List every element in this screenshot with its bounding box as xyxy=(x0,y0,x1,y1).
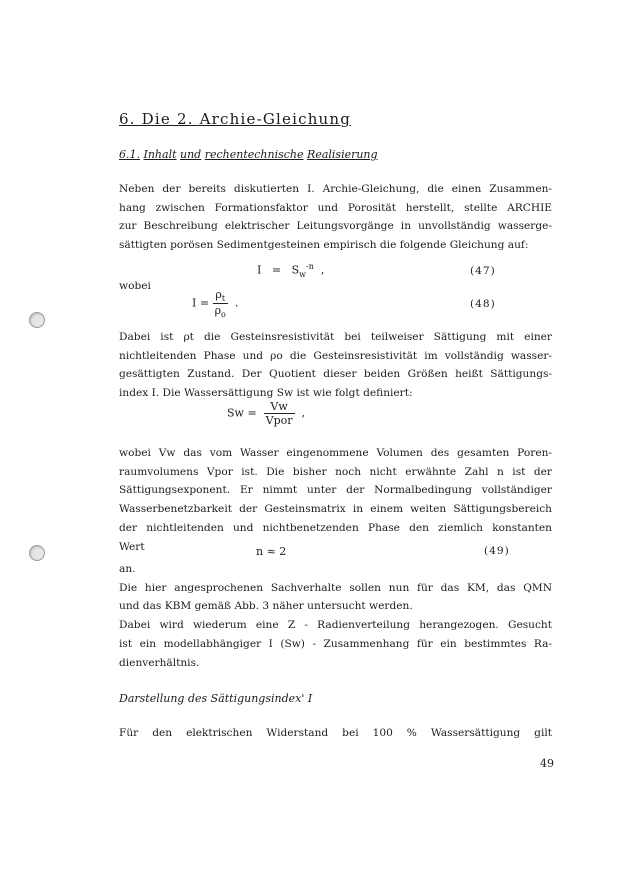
eq-superscript: -n xyxy=(305,262,314,271)
equation-sw xyxy=(227,400,305,427)
equation-49: n ≈ 2 xyxy=(256,545,287,558)
page-number: 49 xyxy=(540,757,554,770)
fraction-numerator: Vw xyxy=(264,400,295,414)
eq-punct: , xyxy=(301,406,306,420)
paragraph-2 xyxy=(119,328,552,403)
text-line: Für den elektrischen Widerstand bei 100 % Wassersättigung gilt xyxy=(119,727,552,739)
text-line: raumvolumens Vpor ist. Die bisher noch nicht erwähnte Zahl n ist der xyxy=(119,465,552,478)
text-line: Neben der bereits diskutierten I. Archie-Gleichung, die einen Zusammen- xyxy=(119,183,552,195)
wobei-text: wobei xyxy=(119,280,151,292)
eq-punct: , xyxy=(320,263,325,277)
section-number: 6.1. xyxy=(119,148,140,161)
fraction xyxy=(213,288,228,319)
eq-symbol: Sw = xyxy=(227,406,257,420)
text-line: der nichtleitenden und nichtbenetzenden Phase den ziemlich konstanten xyxy=(119,521,552,534)
eq-symbol: I = xyxy=(192,296,210,310)
paragraph-5 xyxy=(119,724,552,743)
subheading: Darstellung des Sättigungsindex' I xyxy=(119,692,313,705)
text-line: Die hier angesprochenen Sachverhalte sollen nun für das KM, das QMN xyxy=(119,581,552,594)
section-word: rechentechnische xyxy=(204,148,304,161)
eq-subscript: w xyxy=(299,269,306,279)
text-line: dienverhältnis. xyxy=(119,656,200,669)
chapter-heading: 6. Die 2. Archie-Gleichung xyxy=(119,110,352,128)
eq-symbol: S xyxy=(291,263,300,277)
text-line: Wert xyxy=(119,540,145,553)
text-line: index I. Die Wassersättigung Sw ist wie folgt definiert: xyxy=(119,387,413,400)
text-line: ist ein modellabhängiger I (Sw) - Zusammenhang für ein bestimmtes Ra- xyxy=(119,637,552,650)
fraction-denominator: Vpor xyxy=(265,414,293,427)
punch-hole xyxy=(29,545,45,561)
equation-48 xyxy=(192,288,238,319)
section-word: Realisierung xyxy=(307,148,378,161)
eq-symbol: ρ xyxy=(215,288,222,301)
text-line: Sättigungsexponent. Er nimmt unter der Normalbedingung vollständiger xyxy=(119,484,552,497)
text-line: an. xyxy=(119,563,136,575)
section-word: Inhalt xyxy=(143,148,177,161)
section-word: und xyxy=(180,148,202,161)
text-line: sättigten porösen Sedimentgesteinen empirisch die folgende Gleichung auf: xyxy=(119,239,529,252)
equation-number: (47) xyxy=(470,265,496,277)
eq-symbol: ρ xyxy=(214,304,222,318)
section-heading xyxy=(119,148,378,161)
text-line: Dabei wird wiederum eine Z - Radienverteilung herangezogen. Gesucht xyxy=(119,619,552,632)
paragraph-4 xyxy=(119,560,552,672)
text-line: und das KBM gemäß Abb. 3 näher untersucht werden. xyxy=(119,600,413,613)
equation-number: (48) xyxy=(470,298,496,310)
text-line: zur Beschreibung elektrischer Leitungsvorgänge in unvollständig wasserge- xyxy=(119,220,552,233)
text-line: nichtleitenden Phase und ρo die Gesteinsresistivität im vollständig wasser- xyxy=(119,349,552,362)
fraction xyxy=(264,400,295,427)
eq-subscript: t xyxy=(221,294,226,304)
text-line: hang zwischen Formationsfaktor und Porosität herstellt, stellte ARCHIE xyxy=(119,201,552,214)
eq-punct: . xyxy=(234,296,239,310)
text-line: wobei Vw das vom Wasser eingenommene Volumen des gesamten Poren- xyxy=(119,447,552,459)
text-line: Wasserbenetzbarkeit der Gesteinsmatrix in einem weiten Sättigungsbereich xyxy=(119,503,552,516)
paragraph-3 xyxy=(119,444,552,556)
eq-operator: = xyxy=(271,263,282,277)
eq-subscript: o xyxy=(221,310,226,320)
equation-number: (49) xyxy=(484,545,510,557)
text-line: gesättigten Zustand. Der Quotient dieser beiden Größen heißt Sättigungs- xyxy=(119,368,552,381)
paragraph-1 xyxy=(119,180,552,255)
punch-hole xyxy=(29,312,45,328)
text-line: Dabei ist ρt die Gesteinsresistivität bei teilweiser Sättigung mit einer xyxy=(119,331,552,343)
eq-symbol: I xyxy=(257,263,262,277)
equation-47 xyxy=(257,262,324,279)
